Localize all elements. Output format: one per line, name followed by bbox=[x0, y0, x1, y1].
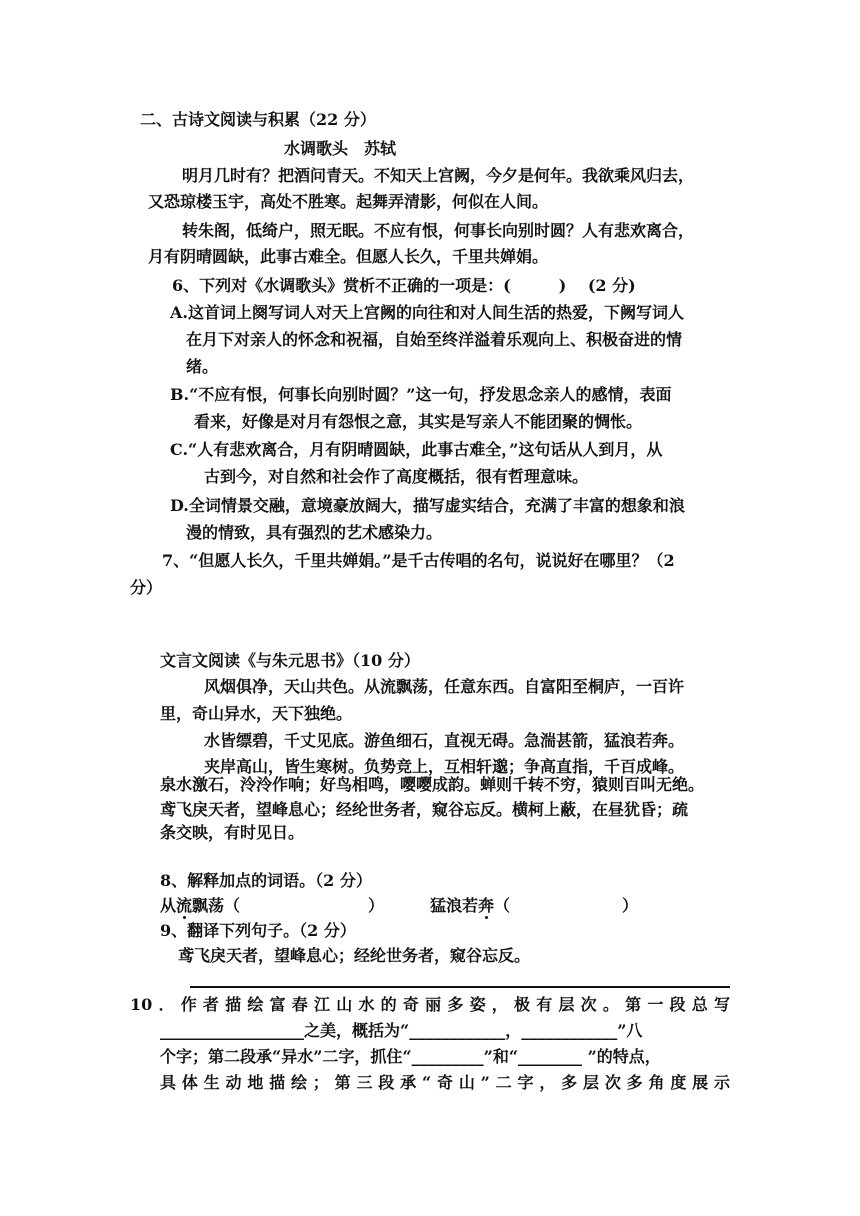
question-6-stem: 6、下列对《水调歌头》赏析不正确的一项是：( ) (2 分) bbox=[172, 276, 636, 295]
poem-title: 水调歌头 苏轼 bbox=[284, 139, 397, 158]
item-prefix: 从 bbox=[160, 896, 177, 915]
option-a-line: 绪。 bbox=[186, 357, 219, 376]
question-10-line: 个字；第二段承“异水”二字，抓住“_________”和“________ ”的特点， bbox=[160, 1047, 661, 1066]
question-7-line: 7、“但愿人长久，千里共婵娟。”是千古传唱的名句，说说好在哪里？（2 bbox=[162, 551, 675, 570]
option-c-line: 古到今，对自然和社会作了高度概括，很有哲理意味。 bbox=[204, 467, 589, 486]
option-b-line: 看来，好像是对月有怨恨之意，其实是写亲人不能团聚的惆怅。 bbox=[194, 412, 643, 431]
poem-line: 月有阴晴圆缺，此事古难全。但愿人长久，千里共婵娟。 bbox=[148, 247, 549, 266]
classical-heading: 文言文阅读《与朱元思书》（10 分） bbox=[160, 651, 420, 670]
answer-rule bbox=[190, 986, 730, 988]
question-7-line: 分） bbox=[130, 578, 163, 597]
question-8-item-1 bbox=[160, 896, 384, 916]
question-8-stem: 8、解释加点的词语。（2 分） bbox=[160, 871, 372, 890]
dotted-character: 奔 bbox=[478, 896, 495, 915]
question-10-line: 10．作者描绘富春江山水的奇丽多姿，极有层次。第一段总写 bbox=[130, 995, 730, 1014]
classical-line: 泉水激石，泠泠作响；好鸟相鸣，嘤嘤成韵。蝉则千转不穷，猿则百叫无绝。 bbox=[160, 775, 705, 794]
item-suffix: 飘荡（ ） bbox=[192, 896, 385, 915]
classical-line: 夹岸高山，皆生寒树。负势竞上，互相轩邈；争高直指，千百成峰。 bbox=[204, 757, 685, 776]
dotted-character: 流 bbox=[176, 896, 193, 915]
question-9-sentence: 鸢飞戾天者，望峰息心；经纶世务者，窥谷忘反。 bbox=[178, 946, 531, 965]
question-10-line: __________________之美，概括为“____________，____________”八 bbox=[160, 1021, 643, 1040]
classical-line: 里，奇山异水，天下独绝。 bbox=[160, 704, 353, 723]
option-a-line: 在月下对亲人的怀念和祝福，自始至终洋溢着乐观向上、积极奋进的情 bbox=[186, 330, 683, 349]
question-9-stem: 9、翻译下列句子。（2 分） bbox=[160, 921, 356, 940]
poem-line: 明月几时有？把酒问青天。不知天上宫阙，今夕是何年。我欲乘风归去， bbox=[182, 166, 695, 185]
classical-line: 风烟俱净，天山共色。从流飘荡，任意东西。自富阳至桐庐，一百许 bbox=[204, 677, 685, 696]
item-suffix: （ ） bbox=[494, 896, 639, 915]
poem-line: 转朱阁，低绮户，照无眠。不应有恨，何事长向别时圆？人有悲欢离合， bbox=[182, 221, 695, 240]
question-8-item-2 bbox=[430, 896, 638, 916]
question-10-line: 具体生动地描绘；第三段承“奇山”二字，多层次多角度展示 bbox=[160, 1073, 730, 1092]
option-a-line: A.这首词上阕写词人对天上宫阙的向往和对人间生活的热爱，下阙写词人 bbox=[170, 303, 684, 322]
option-d-line: 漫的情致，具有强烈的艺术感染力。 bbox=[186, 523, 443, 542]
classical-line: 水皆缥碧，千丈见底。游鱼细石，直视无碍。急湍甚箭，猛浪若奔。 bbox=[204, 731, 685, 750]
classical-line: 条交映，有时见日。 bbox=[160, 823, 305, 842]
option-d-line: D.全词情景交融，意境豪放阔大，描写虚实结合，充满了丰富的想象和浪 bbox=[170, 496, 685, 515]
item-prefix: 猛浪若 bbox=[430, 896, 479, 915]
poem-line: 又恐琼楼玉宇，高处不胜寒。起舞弄清影，何似在人间。 bbox=[148, 192, 549, 211]
option-c-line: C.“人有悲欢离合，月有阴晴圆缺，此事古难全，”这句话从人到月，从 bbox=[170, 440, 663, 459]
section-heading: 二、古诗文阅读与积累（22 分） bbox=[140, 110, 376, 129]
classical-line: 鸢飞戾天者，望峰息心；经纶世务者，窥谷忘反。横柯上蔽，在昼犹昏；疏 bbox=[160, 800, 689, 819]
option-b-line: B.“不应有恨，何事长向别时圆？”这一句，抒发思念亲人的感情，表面 bbox=[170, 385, 672, 404]
